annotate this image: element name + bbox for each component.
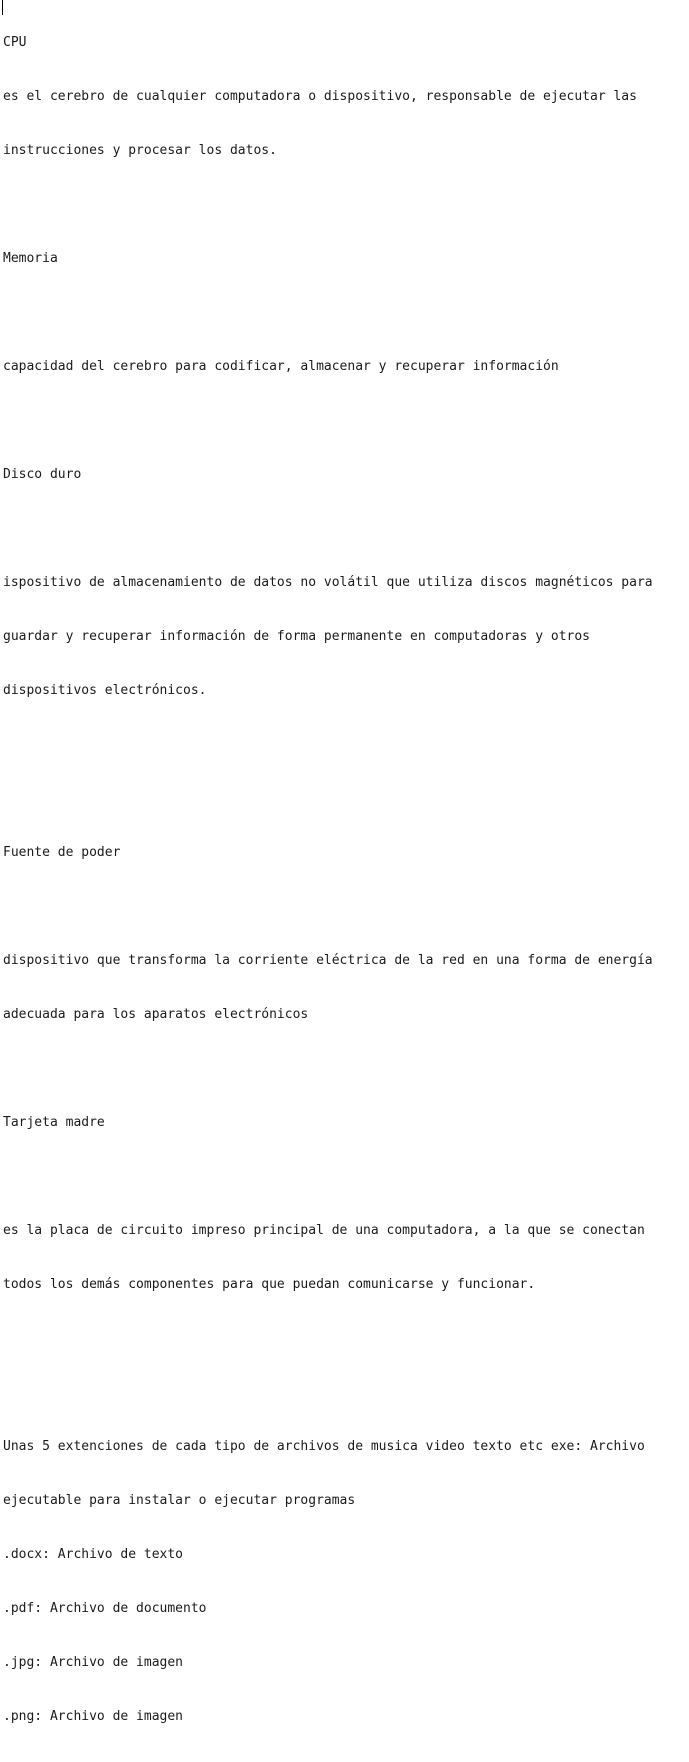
text-line [3, 412, 683, 430]
text-line: .jpg: Archivo de imagen [3, 1655, 184, 1670]
text-line: adecuada para los aparatos electrónicos [3, 1007, 309, 1022]
text-line: guardar y recuperar información de forma permanente en computadoras y otros [3, 629, 590, 644]
text-line: instrucciones y procesar los datos. [3, 143, 277, 158]
text-line [3, 1384, 683, 1402]
text-line: .docx: Archivo de texto [3, 1547, 184, 1562]
text-line: capacidad del cerebro para codificar, almacenar y recuperar información [3, 359, 559, 374]
text-line: es la placa de circuito impreso principal de una computadora, a la que se conectan [3, 1223, 645, 1238]
text-line: .png: Archivo de imagen [3, 1709, 184, 1724]
text-line: CPU [3, 35, 27, 50]
text-line [3, 196, 683, 214]
text-line [3, 1060, 683, 1078]
text-line: Fuente de poder [3, 845, 121, 860]
text-line: Unas 5 extenciones de cada tipo de archivos de musica video texto etc exe: Archivo [3, 1439, 645, 1454]
text-line: dispositivo que transforma la corriente eléctrica de la red en una forma de energía [3, 953, 653, 968]
text-line: es el cerebro de cualquier computadora o dispositivo, responsable de ejecutar las [3, 89, 637, 104]
text-line [3, 736, 683, 754]
text-line: ejecutable para instalar o ejecutar programas [3, 1493, 356, 1508]
text-line: Memoria [3, 251, 58, 266]
text-line: .pdf: Archivo de documento [3, 1601, 207, 1616]
text-line [3, 520, 683, 538]
text-line: Tarjeta madre [3, 1115, 105, 1130]
text-line: ispositivo de almacenamiento de datos no volátil que utiliza discos magnéticos para [3, 575, 653, 590]
text-line [3, 898, 683, 916]
text-line: todos los demás componentes para que puedan comunicarse y funcionar. [3, 1277, 536, 1292]
text-line: Disco duro [3, 467, 82, 482]
text-line [3, 1330, 683, 1348]
text-line [3, 790, 683, 808]
text-line [3, 1168, 683, 1186]
document-text[interactable] [3, 0, 683, 1762]
text-line: dispositivos electrónicos. [3, 683, 207, 698]
text-line [3, 304, 683, 322]
